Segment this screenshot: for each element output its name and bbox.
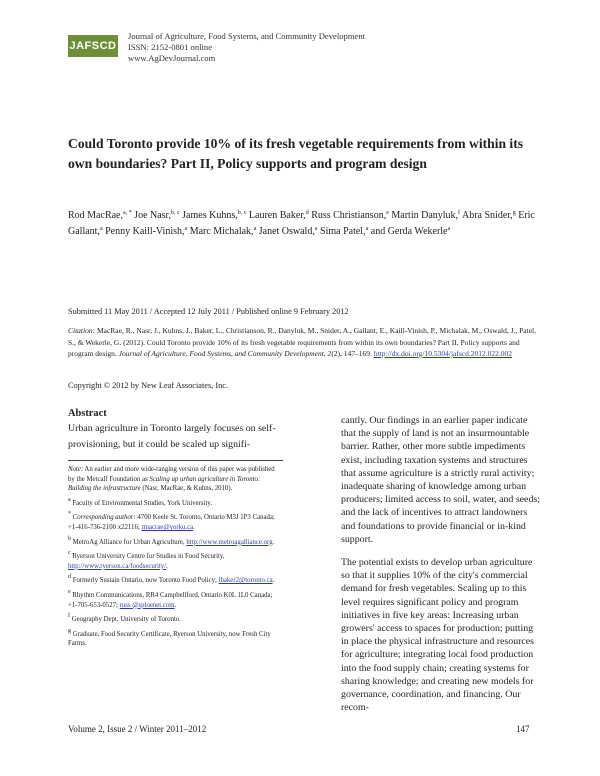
author-affiliation: d	[305, 210, 309, 216]
email-link[interactable]: russ @sploenet.com	[119, 601, 175, 609]
footnote-end: .	[272, 538, 275, 546]
footnote-text: 4700 Keele St. Toronto, Ontario M3J 1P3 Canada; +1-416-736-2100 x22116;	[68, 514, 275, 531]
journal-url[interactable]: www.AgDevJournal.com	[128, 53, 216, 63]
author-name: Rod MacRae,	[68, 210, 123, 221]
author-affiliation: e	[386, 210, 389, 216]
author-affiliation: a	[253, 226, 257, 233]
author-affiliation: a, *	[123, 210, 132, 216]
citation	[68, 325, 538, 360]
journal-issn: ISSN: 2152-0801 online	[128, 42, 213, 52]
author-name: Sima Patel,	[320, 226, 366, 238]
author-name: Eric Gallant,	[68, 210, 535, 238]
corresponding-label: Corresponding author:	[71, 514, 136, 522]
citation-body: MacRae, R., Nasr, J., Kuhns, J., Baker, L., Christianson, R., Danyluk, M., Snider, A., Gallant, E., Kaill-Vinish, P., Michalak, M., Oswald, J., Patel, S., & Wekerle, G. (2012). Could Toronto provide 10% of its fresh vegetable requirements from within its own boundaries? Part II, Policy supports and program design.	[68, 326, 536, 358]
footnote-g	[68, 627, 283, 649]
footnote-c	[68, 552, 283, 571]
author-affiliation: f	[458, 210, 461, 216]
footnote-b	[68, 535, 283, 548]
note-book-title: Scaling up urban agriculture in Toronto: Building the infrastructure	[68, 475, 261, 493]
author-name: and Gerda Wekerle	[370, 226, 448, 238]
footnote-end: .	[272, 577, 275, 585]
footnote-a	[68, 496, 283, 509]
author-name: Janet Oswald,	[258, 226, 315, 238]
author	[259, 226, 318, 237]
citation-doi-link[interactable]: http://dx.doi.org/10.5304/jafscd.2012.022.002	[373, 349, 513, 358]
note-text-a: An earlier and more wide-ranging version of this paper was published by the Metcalf Foundation as	[68, 466, 275, 483]
footer-volume: Volume 2, Issue 2 / Winter 2011–2012	[68, 724, 207, 734]
author	[320, 226, 368, 237]
footnote-text: Rhythm Communications, RR4 Campbellford, Ontario K0L 1L0 Canada; +1-705-653-0527;	[68, 591, 273, 609]
author-name: James Kuhns,	[182, 210, 238, 221]
journal-header	[128, 31, 365, 64]
footnote-d	[68, 576, 283, 586]
author	[182, 210, 246, 221]
footnote-marker: a	[68, 496, 71, 503]
author	[311, 210, 389, 221]
author-affiliation: b, c	[237, 210, 247, 216]
footnote-marker: g	[68, 627, 71, 634]
author	[105, 226, 187, 237]
author-name: Martin Danyluk,	[391, 210, 459, 221]
abstract-paragraph-2: The potential exists to develop urban agriculture so that it supplies 10% of the city's commercial demand for fresh vegetables. Scaling up to this level requires significant policy and program initiatives in five key areas: Increasing urban growers' access to spaces for production; putting in place the physical infrastructure and resources for agriculture; integrating local food production into the food supply chain; creating systems for sharing knowledge; and creating new models for governance, coordination, and financing. Our recom-	[341, 557, 535, 714]
footnote-end: .	[174, 601, 177, 609]
footnote-corresponding	[68, 513, 283, 532]
abstract-paragraph-1: cantly. Our findings in an earlier paper indicate that the supply of land is not an insurmountable barrier. Rather, other more subtle impediments exist, including taxation systems and structures that assume agriculture is a strictly rural activity; inadequate sharing of knowledge among urban producers; limited access to soil, water, and seeds; and the lack of incentives to attract landowners and foundations to provide financial or in-kind support.	[341, 415, 540, 545]
copyright: Copyright © 2012 by New Leaf Associates, Inc.	[68, 381, 228, 390]
author	[68, 210, 132, 221]
submission-dates: Submitted 11 May 2011 / Accepted 12 July 2011 / Published online 9 February 2012	[68, 307, 349, 316]
footnote-marker: c	[68, 550, 71, 557]
email-link[interactable]: rmacrae@yorku.ca	[141, 523, 194, 531]
author	[134, 210, 179, 221]
footnote-marker: f	[68, 613, 70, 620]
citation-label: Citation:	[68, 326, 96, 335]
footnote-marker: b	[68, 535, 71, 542]
author	[190, 226, 257, 237]
footnote-marker: d	[68, 574, 71, 581]
footnote-text: Graduate, Food Security Certificate, Ryerson University, now Fresh City Farms.	[68, 630, 271, 648]
footnote-marker: *	[68, 511, 71, 518]
abstract-text-left: Urban agriculture in Toronto largely focuses on self-provisioning, but it could be scaled up signifi-	[68, 423, 276, 451]
footnote-note	[68, 465, 283, 494]
author-affiliation: a	[184, 226, 188, 233]
author	[371, 226, 450, 237]
footnote-e	[68, 588, 283, 610]
footnote-divider	[68, 460, 283, 461]
author	[462, 210, 516, 221]
abstract-text-right	[341, 414, 541, 724]
author-affiliation: b, c	[170, 210, 180, 216]
footnote-f	[68, 615, 283, 625]
note-label: Note:	[68, 466, 84, 473]
author	[391, 210, 460, 221]
citation-journal: Journal of Agriculture, Food Systems, and Community Development, 2	[118, 349, 332, 358]
author-list	[68, 208, 538, 240]
footnote-end: .	[166, 562, 168, 570]
footnote-text: Ryerson University Centre for Studies in Food Security,	[70, 553, 225, 561]
author-name: Lauren Baker,	[248, 210, 306, 221]
author-name: Penny Kaill-Vinish,	[105, 226, 185, 238]
logo-text: JAFSCD	[69, 40, 117, 52]
author-affiliation: g	[512, 210, 516, 216]
author-affiliation: a	[314, 226, 318, 233]
author-affiliation: a	[99, 226, 103, 233]
url-link[interactable]: http://www.ryerson.ca/foodsecurity/	[68, 562, 167, 570]
url-link[interactable]: http://www.metroagalliance.org	[186, 538, 273, 546]
journal-logo	[68, 35, 118, 57]
footnote-marker: e	[68, 588, 71, 595]
email-link[interactable]: lbaker2@toronto.ca	[218, 577, 273, 585]
note-text-c: (Nasr, MacRae, & Kuhns, 2010).	[140, 485, 233, 493]
author-name: Joe Nasr,	[134, 210, 171, 221]
footnote-text: Faculty of Environmental Studies, York University.	[70, 499, 213, 507]
footnote-text: Formerly Sustain Ontario, now Toronto Food Policy;	[71, 577, 219, 585]
author-name: Russ Christianson,	[311, 210, 387, 221]
author-affiliation: a	[447, 226, 451, 233]
author	[249, 210, 309, 221]
page-number: 147	[516, 724, 530, 734]
author-name: Abra Snider,	[461, 210, 513, 221]
footnote-text: MetroAg Alliance for Urban Agriculture,	[71, 538, 187, 546]
citation-issue: (2), 147–169.	[331, 349, 374, 358]
author-name: Marc Michalak,	[189, 226, 254, 238]
footnotes	[68, 465, 283, 654]
abstract-heading: Abstract	[68, 408, 107, 419]
paper-title: Could Toronto provide 10% of its fresh vegetable requirements from within its own boundaries? Part II, Policy supports and program design	[68, 136, 524, 171]
footnote-text: Geography Dept. University of Toronto.	[70, 616, 181, 624]
footnote-end: .	[193, 523, 195, 531]
author-affiliation: a	[365, 226, 369, 233]
journal-name: Journal of Agriculture, Food Systems, and Community Development	[128, 31, 366, 41]
